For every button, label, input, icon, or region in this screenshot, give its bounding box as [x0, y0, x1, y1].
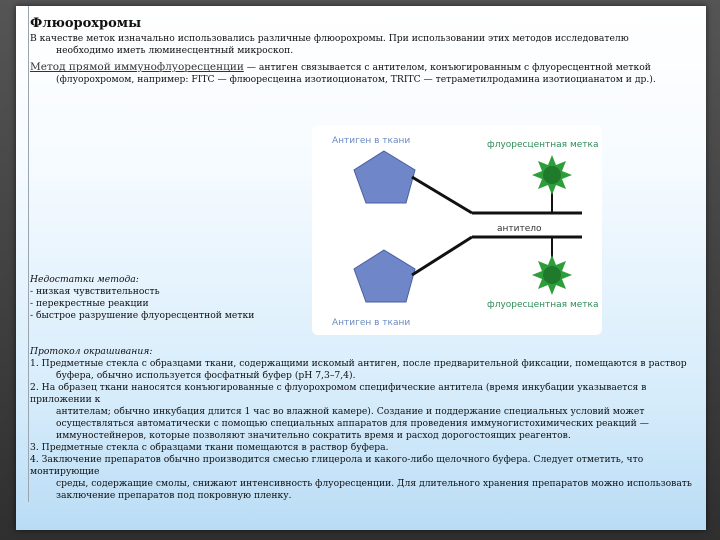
protocol-step [30, 442, 694, 454]
fluorescent-star-icon [532, 155, 572, 195]
step-line: 1. Предметные стекла с образцами ткани, содержащими искомый антиген, после предварительной фиксации, помещаются в раствор [30, 358, 687, 369]
step-line: буфера, обычно используется фосфатный буфер (pH 7,3–7,4). [56, 370, 356, 381]
protocol-step [30, 358, 694, 382]
antigen-pentagon-top [354, 151, 415, 203]
antigen-bottom-label: Антиген в ткани [332, 318, 411, 328]
method-link[interactable]: Метод прямой иммунофлуоресценции [30, 61, 244, 73]
method-line-2: (флуорохромом, например: FITC — флюоресцеина изотиоционатом, TRITC — тетраметилродамина изотиоцианатом и др.). [56, 74, 656, 85]
immunofluorescence-diagram [312, 125, 602, 335]
defects-heading: Недостатки метода: [30, 274, 139, 285]
fluor-label-bottom: флуоресцентная метка [487, 300, 599, 310]
step-line: 3. Предметные стекла с образцами ткани помещаются в раствор буфера. [30, 442, 389, 453]
defects-list [30, 274, 254, 322]
step-line: антителам; обычно инкубация длится 1 час во влажной камере). Создание и поддержание специальных условий может [56, 406, 645, 417]
intro-paragraph [30, 33, 694, 57]
step-line: 2. На образец ткани наносятся конъюгированные с флуорохромом специфические антитела (время инкубации указывается в приложении к [30, 382, 647, 405]
defect-item: - низкая чувствительность [30, 286, 160, 297]
method-paragraph [30, 61, 694, 86]
slide-title: Флюорохромы [30, 16, 142, 31]
protocol-step [30, 454, 694, 502]
intro-line-1: В качестве меток изначально использовались различные флюорохромы. При использовании этих методов исследователю [30, 33, 629, 44]
fluor-label-top: флуоресцентная метка [487, 140, 599, 150]
step-line: среды, содержащие смолы, снижают интенсивность флуоресценции. Для длительного хранения препаратов можно использовать [56, 478, 692, 489]
defect-item: - быстрое разрушение флуоресцентной метки [30, 310, 255, 321]
antigen-pentagon-bottom [354, 250, 415, 302]
protocol-section [30, 346, 694, 502]
step-line: заключение препаратов под покровную пленку. [56, 490, 292, 501]
step-line: 4. Заключение препаратов обычно производится смесью глицерола и какого-либо щелочного буфера. Следует отметить, что монтирующие [30, 454, 644, 477]
protocol-step [30, 382, 694, 442]
slide [16, 6, 706, 530]
antigen-top-label: Антиген в ткани [332, 136, 411, 146]
protocol-heading: Протокол окрашивания: [30, 346, 153, 357]
step-line: иммуностейнеров, которые позволяют значительно сократить время и расход дорогостоящих реагентов. [56, 430, 571, 441]
fluorescent-star-icon [532, 255, 572, 295]
method-rest: — антиген связывается с антителом, конъюгированным с флуоресцентной меткой [243, 62, 651, 73]
step-line: осуществляться автоматически с помощью специальных аппаратов для проведения иммуногистохимических реакций — [56, 418, 649, 429]
intro-line-2: необходимо иметь люминесцентный микроскоп. [56, 45, 294, 56]
antibody-arm-bottom [412, 237, 472, 275]
antibody-arm-top [412, 177, 472, 213]
left-rule [28, 6, 29, 502]
defect-item: - перекрестные реакции [30, 298, 149, 309]
diagram-svg [312, 125, 602, 335]
antibody-label: антитело [497, 224, 542, 234]
